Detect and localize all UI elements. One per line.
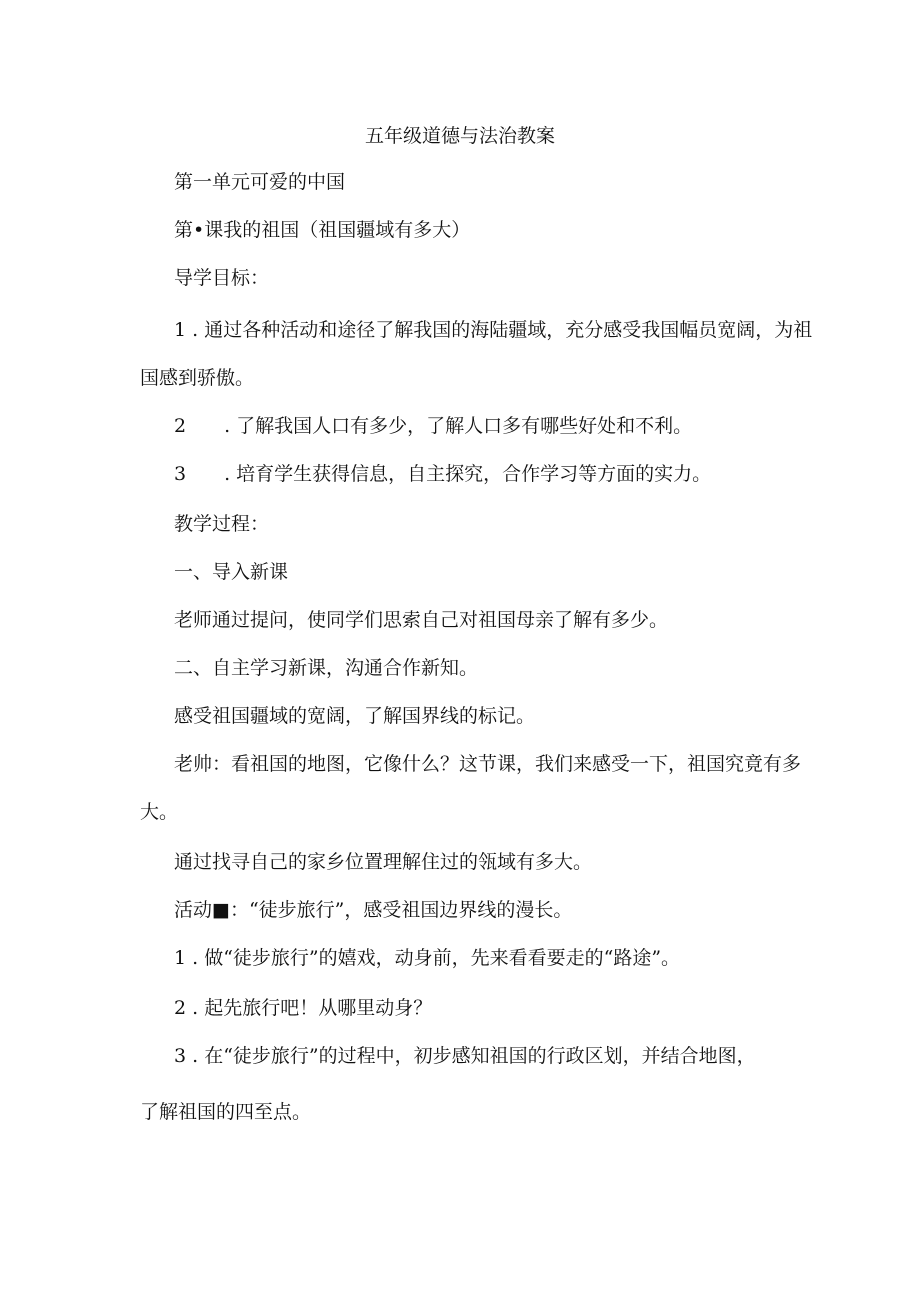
paragraph-3-line-1: 老帅：看祖国的地图，它像什么？这节课，我们来感受一下，祖国究竟有多 — [174, 753, 802, 775]
section-2-heading: 二、自主学习新课，沟通合作新知。 — [174, 657, 479, 679]
paragraph-3-line-2: 大。 — [140, 801, 179, 823]
paragraph-2: 感受祖国疆域的宽阔，了解国界线的标记。 — [174, 705, 536, 727]
goal-2: 2 . 了解我国人口有多少，了解人口多有哪些好处和不利。 — [174, 415, 693, 437]
lesson-heading: 第•课我的祖国（祖国疆域有多大） — [174, 219, 471, 241]
activity-heading: 活动■：“徒步旅行”，感受祖国边界线的漫长。 — [174, 899, 573, 921]
goal-1-line-1: 1 . 通过各种活动和途径了解我国的海陆疆域，充分感受我国幅员宽阔，为祖 — [174, 319, 813, 341]
step-1: 1 . 做“徒步旅行”的嬉戏，动身前，先来看看要走的“路途”。 — [174, 947, 681, 969]
goal-3: 3 . 培育学生获得信息，自主探究，合作学习等方面的实力。 — [174, 463, 712, 485]
paragraph-4: 通过找寻自己的家乡位置理解住过的瓴域有多大。 — [174, 851, 593, 873]
section-1-heading: 一、导入新课 — [174, 561, 289, 583]
document-title: 五年级道德与法治教案 — [364, 125, 555, 147]
step-2: 2 . 起先旅行吧！从哪里动身？ — [174, 997, 433, 1019]
process-heading: 教学过程： — [174, 513, 270, 535]
unit-heading: 第一单元可爱的中国 — [174, 171, 346, 193]
paragraph-1: 老师通过提问，使同学们思索自己对祖国母亲了解有多少。 — [174, 609, 669, 631]
step-3-line-2: 了解祖国的四至点。 — [140, 1101, 312, 1123]
goal-1-line-2: 国感到骄傲。 — [140, 367, 255, 389]
goals-heading: 导学目标： — [174, 267, 270, 289]
step-3-line-1: 3 . 在“徒步旅行”的过程中，初步感知祖国的行政区划，并结合地图， — [174, 1045, 756, 1067]
